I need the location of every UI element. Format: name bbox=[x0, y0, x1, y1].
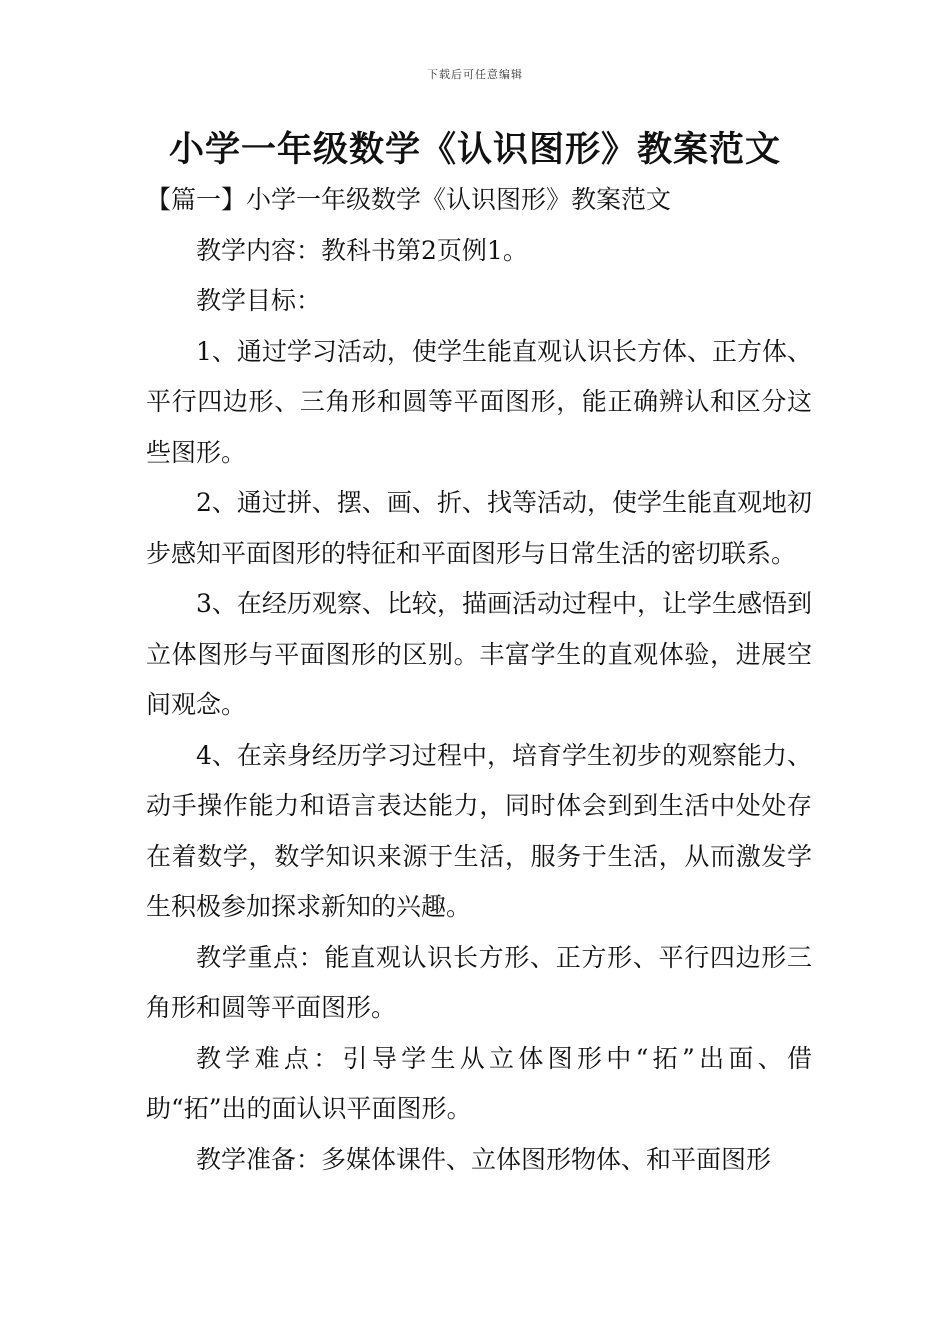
paragraph-goal-4: 4、在亲身经历学习过程中，培育学生初步的观察能力、动手操作能力和语言表达能力，同时体会到到生活中处处存在着数学，数学知识来源于生活，服务于生活，从而激发学生积极参加探求新知的兴趣。 bbox=[146, 740, 812, 921]
paragraph-teaching-goals: 教学目标： bbox=[196, 286, 322, 315]
paragraph-goal-3: 3、在经历观察、比较，描画活动过程中，让学生感悟到立体图形与平面图形的区别。丰富学生的直观体验，进展空间观念。 bbox=[146, 589, 812, 719]
paragraph-goal-1: 1、通过学习活动，使学生能直观认识长方体、正方体、平行四边形、三角形和圆等平面图形，能正确辨认和区分这些图形。 bbox=[146, 336, 812, 467]
header-note: 下载后可任意编辑 bbox=[427, 68, 523, 81]
paragraph-goal-2: 2、通过拼、摆、画、折、找等活动，使学生能直观地初步感知平面图形的特征和平面图形与日常生活的密切联系。 bbox=[146, 488, 812, 568]
paragraph-preparation: 教学准备：多媒体课件、立体图形物体、和平面图形 bbox=[196, 1144, 772, 1174]
document-title: 小学一年级数学《认识图形》教案范文 bbox=[168, 129, 781, 170]
paragraph-difficulties: 教学难点：引导学生从立体图形中“拓”出面、借助“拓”出的面认识平面图形。 bbox=[146, 1043, 812, 1123]
section-heading: 【篇一】小学一年级数学《认识图形》教案范文 bbox=[146, 185, 672, 214]
paragraph-key-points: 教学重点：能直观认识长方形、正方形、平行四边形三角形和圆等平面图形。 bbox=[146, 942, 812, 1022]
paragraph-teaching-content: 教学内容：教科书第2页例1。 bbox=[196, 235, 528, 265]
document-body bbox=[146, 175, 812, 1185]
